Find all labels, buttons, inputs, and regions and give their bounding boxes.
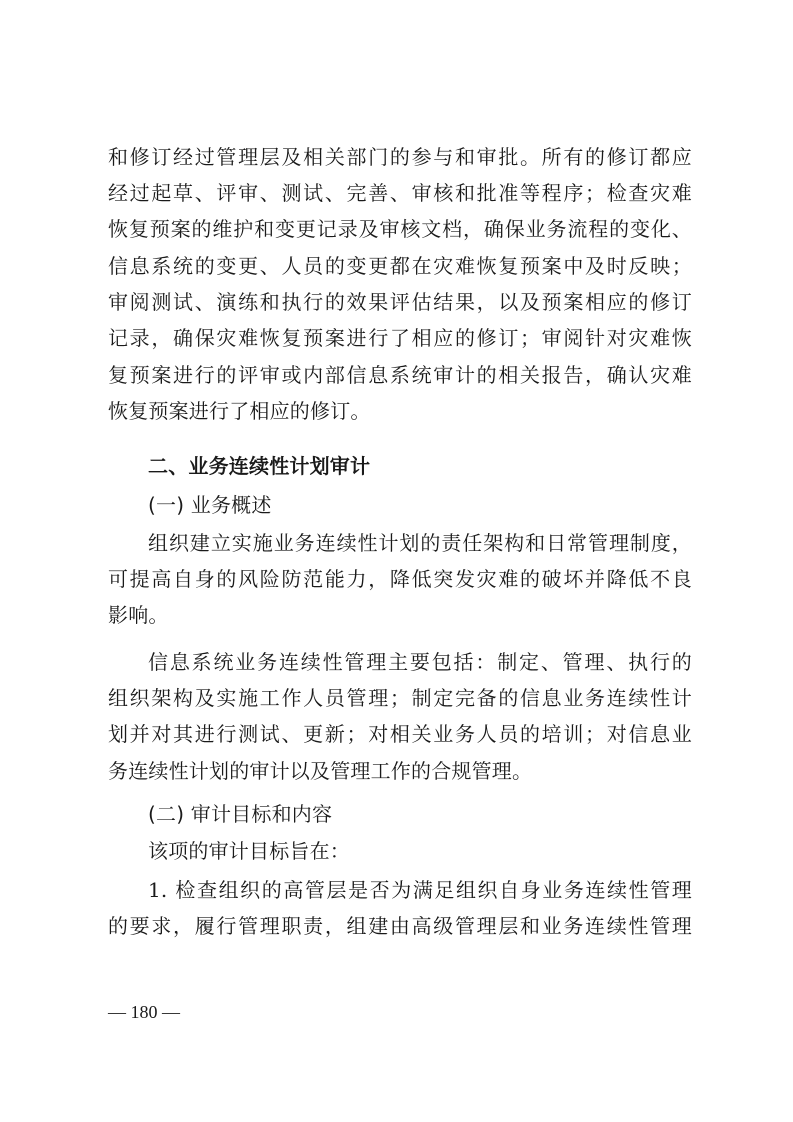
subsection-heading: (一) 业务概述 (148, 493, 272, 517)
paragraph-line: 影响。 (108, 603, 169, 627)
paragraph-line: 审阅测试、演练和执行的效果评估结果，以及预案相应的修订 (108, 290, 692, 314)
paragraph-line: 经过起草、评审、测试、完善、审核和批准等程序；检查灾难 (108, 181, 692, 205)
paragraph-line: 复预案进行的评审或内部信息系统审计的相关报告，确认灾难 (108, 363, 692, 387)
paragraph-line: 信息系统的变更、人员的变更都在灾难恢复预案中及时反映； (108, 254, 692, 278)
paragraph-line: 组织建立实施业务连续性计划的责任架构和日常管理制度， (148, 531, 692, 555)
page-number: — 180 — (108, 1002, 180, 1022)
paragraph-line: 恢复预案进行了相应的修订。 (108, 399, 371, 423)
paragraph-line: 1. 检查组织的高管层是否为满足组织自身业务连续性管理 (148, 878, 692, 902)
paragraph-line: 恢复预案的维护和变更记录及审核文档，确保业务流程的变化、 (108, 217, 692, 241)
subsection-heading: (二) 审计目标和内容 (148, 802, 333, 826)
section-heading: 二、业务连续性计划审计 (148, 454, 371, 478)
paragraph-line: 记录，确保灾难恢复预案进行了相应的修订；审阅针对灾难恢 (108, 326, 692, 350)
paragraph-line: 信息系统业务连续性管理主要包括：制定、管理、执行的 (148, 650, 692, 674)
paragraph-line: 可提高自身的风险防范能力，降低突发灾难的破坏并降低不良 (108, 567, 692, 591)
paragraph-line: 划并对其进行测试、更新；对相关业务人员的培训；对信息业 (108, 722, 692, 746)
paragraph-line: 的要求，履行管理职责，组建由高级管理层和业务连续性管理 (108, 914, 692, 938)
paragraph-line: 务连续性计划的审计以及管理工作的合规管理。 (108, 759, 533, 783)
paragraph-line: 组织架构及实施工作人员管理；制定完备的信息业务连续性计 (108, 686, 692, 710)
paragraph-line: 该项的审计目标旨在： (148, 839, 350, 863)
paragraph-line: 和修订经过管理层及相关部门的参与和审批。所有的修订都应 (108, 145, 692, 169)
